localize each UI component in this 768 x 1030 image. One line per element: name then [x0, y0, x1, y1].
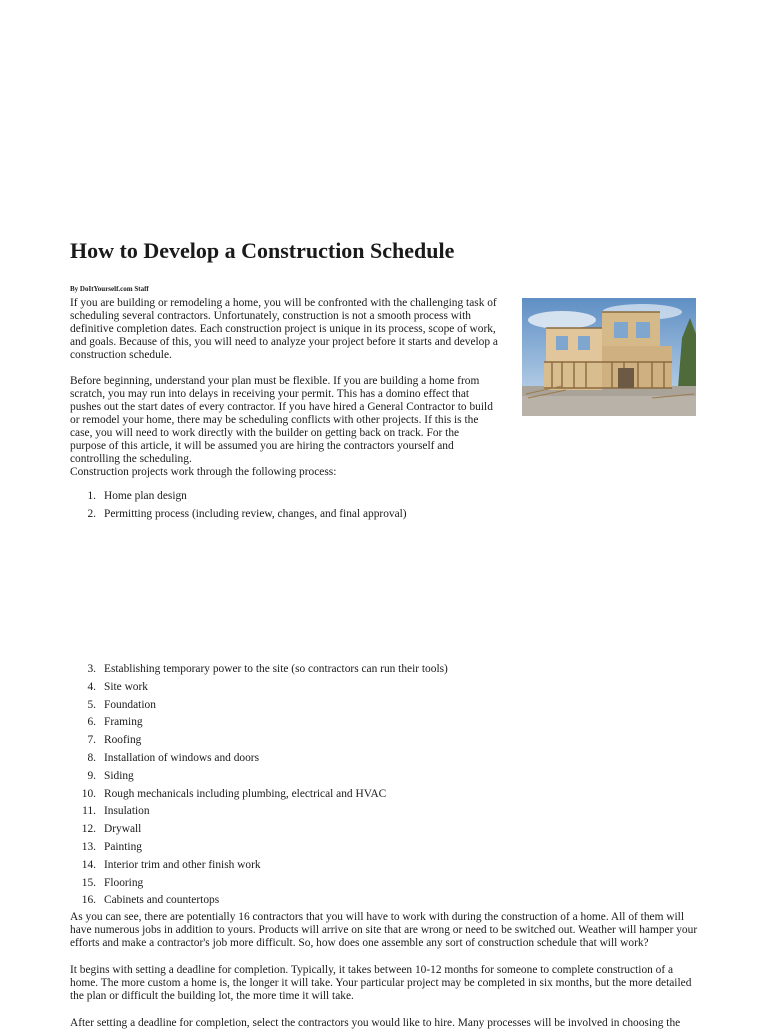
list-item [70, 750, 448, 768]
list-item-number: 7. [87, 734, 96, 747]
list-item-number: 1. [87, 490, 96, 502]
list-item-text: Cabinets and countertops [104, 894, 220, 907]
list-item [70, 661, 448, 679]
paragraph-contractors: As you can see, there are potentially 16 contractors that you will have to work with during the construction of a home. All of them will have numerous jobs in addition to yours. Products will arrive on site that are wrong or need to be switched out. Weather will hamper your efforts and make a contractor's job more difficult. So, how does one assemble any sort of construction schedule that will work? [70, 911, 698, 949]
list-item-text: Permitting process (including review, changes, and final approval) [104, 507, 407, 520]
process-steps-list-part2 [70, 661, 448, 910]
list-item [70, 488, 407, 506]
list-item [70, 857, 448, 875]
paragraph-flexible-plan: Before beginning, understand your plan must be flexible. If you are building a home from scratch, you may run into delays in receiving your permit. This has a domino effect that pushes out the start dates of every contractor. If you have hired a General Contractor to build or remodel your home, there may be scheduling conflicts with other projects. If this is the case, you will need to work directly with the builder on getting back on track. For the purpose of this article, it will be assumed you are hiring the contractors yourself and controlling the scheduling. [70, 375, 680, 493]
list-item-number: 8. [87, 751, 96, 764]
article-title: How to Develop a Construction Schedule [70, 238, 455, 263]
list-item-text: Painting [104, 840, 142, 853]
list-item-number: 5. [87, 698, 96, 711]
list-item-text: Establishing temporary power to the site (so contractors can run their tools) [104, 663, 448, 675]
article-byline: By DoItYourself.com Staff [70, 285, 149, 293]
list-item-text: Rough mechanicals including plumbing, electrical and HVAC [104, 787, 387, 800]
list-item-text: Foundation [104, 698, 156, 711]
list-item [70, 803, 448, 821]
list-item-number: 15. [81, 876, 96, 889]
list-item-number: 6. [87, 716, 96, 729]
list-item-number: 16. [81, 894, 96, 907]
paragraph-select-contractors: After setting a deadline for completion, select the contractors you would like to hire. Many processes will be involved in choosing the [70, 1017, 681, 1029]
list-item [70, 506, 407, 524]
list-item-text: Drywall [104, 823, 142, 836]
paragraph-deadline: It begins with setting a deadline for completion. Typically, it takes between 10-12 months for someone to complete construction of a home. The more custom a home is, the longer it will take. Your particular project may be completed in six months, but the more detailed the plan or difficult the building lot, the more time it will take. [70, 964, 692, 1002]
process-steps-list-part1 [70, 488, 407, 524]
list-item-number: 2. [87, 507, 96, 520]
list-item-text: Flooring [104, 876, 144, 889]
list-item [70, 875, 448, 893]
list-item-number: 10. [81, 787, 96, 800]
list-item-text: Framing [104, 716, 143, 729]
list-item-number: 4. [87, 680, 96, 693]
list-item [70, 732, 448, 750]
list-item [70, 839, 448, 857]
list-item-text: Site work [104, 680, 148, 693]
list-item-number: 3. [87, 663, 96, 675]
list-item [70, 679, 448, 697]
list-item [70, 714, 448, 732]
list-item-number: 13. [81, 840, 96, 853]
paragraph-process-intro: Construction projects work through the following process: [70, 466, 337, 478]
list-item [70, 786, 448, 804]
list-item-text: Interior trim and other finish work [104, 858, 261, 871]
list-item-number: 9. [87, 769, 96, 782]
list-item [70, 821, 448, 839]
list-item-number: 14. [81, 858, 96, 871]
list-item-text: Roofing [104, 734, 142, 747]
list-item-text: Installation of windows and doors [104, 751, 260, 764]
list-item-number: 11. [82, 805, 96, 818]
paragraph-intro: If you are building or remodeling a home, you will be confronted with the challenging task of scheduling several contractors. Unfortunately, construction is not a smooth process with definitive completion dates. Each construction project is unique in its process, scope of work, and goals. Because of this, you will need to analyze your project before it starts and develop a construction schedule. [70, 297, 498, 361]
list-item-text: Insulation [104, 805, 150, 818]
list-item-number: 12. [81, 823, 96, 836]
list-item [70, 697, 448, 715]
list-item-text: Home plan design [104, 490, 187, 502]
list-item [70, 768, 448, 786]
list-item [70, 892, 448, 910]
list-item-text: Siding [104, 769, 134, 782]
